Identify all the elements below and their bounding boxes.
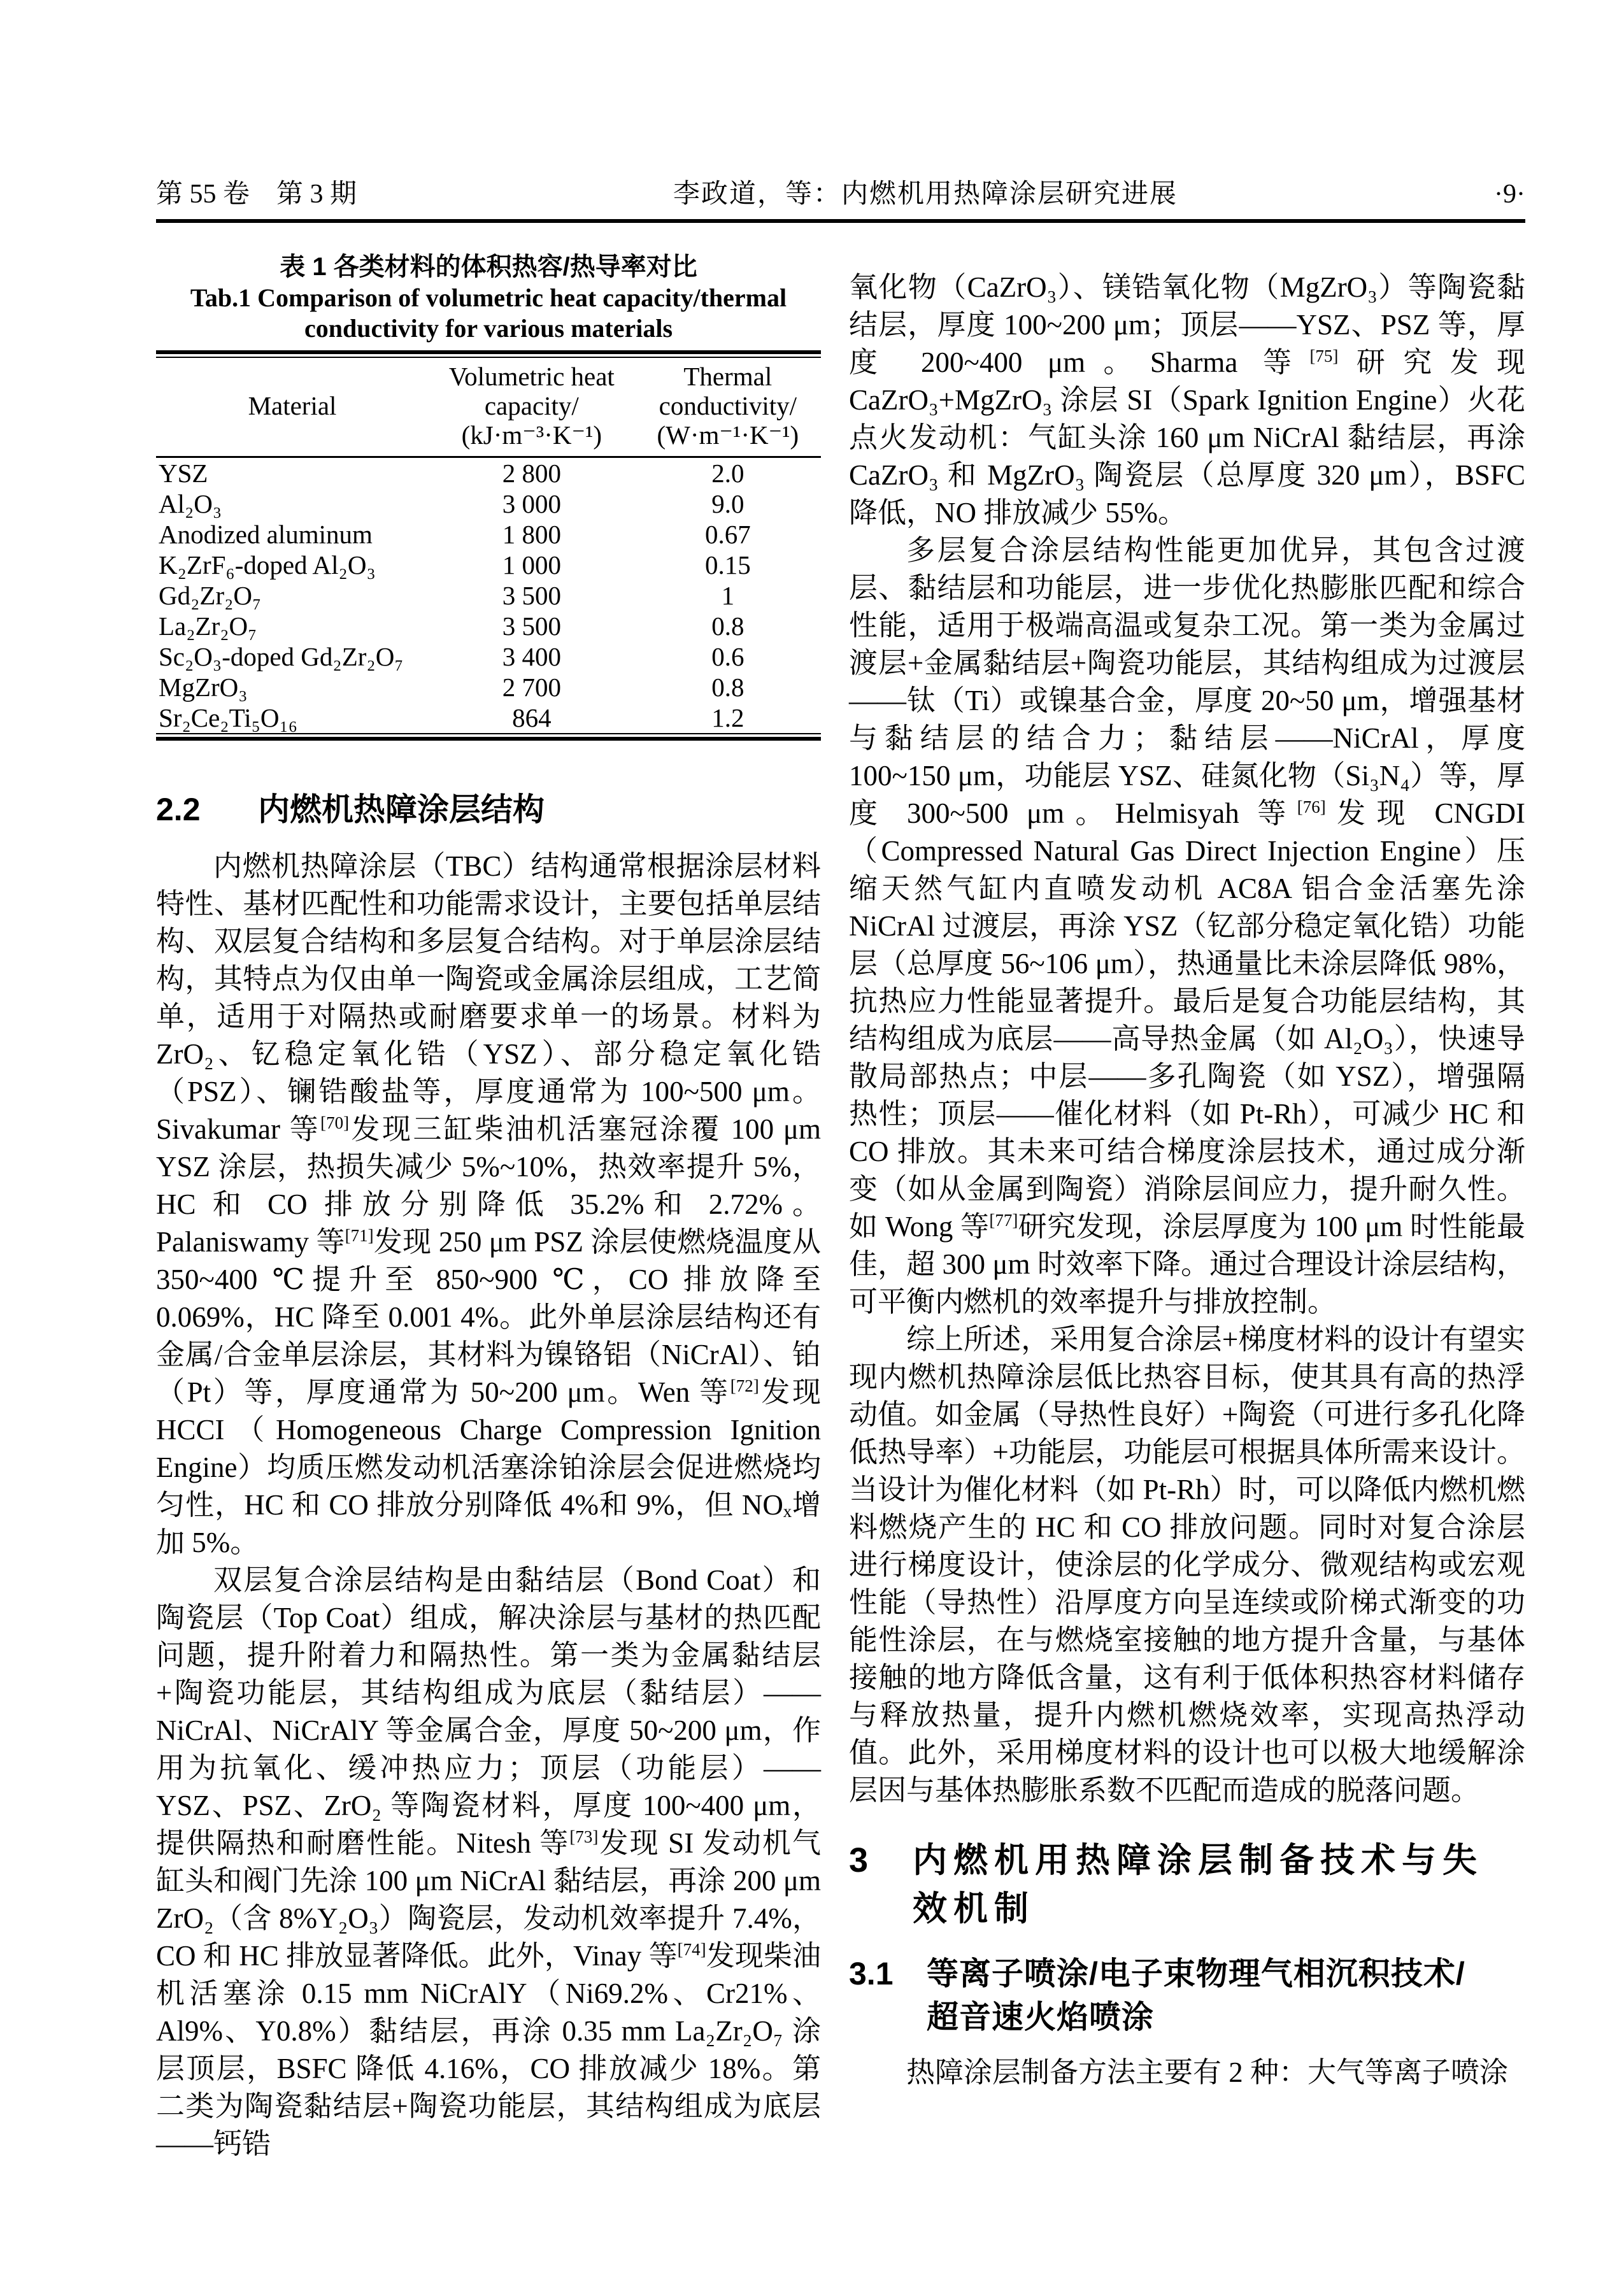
cell-capacity: 2 800: [502, 459, 561, 488]
cell-capacity: 3 500: [502, 611, 561, 641]
table-row: [156, 641, 821, 672]
cell-conductivity: 0.6: [711, 642, 744, 671]
running-title: 李政道，等：内燃机用热障涂层研究进展: [673, 180, 1178, 209]
cell-material: Sr₂Ce₂Ti₅O₁₆: [159, 703, 298, 732]
table-row: [156, 611, 821, 641]
table-row: [156, 580, 821, 611]
two-column-body: [156, 251, 1525, 2163]
cell-capacity: 2 700: [502, 673, 561, 702]
column-header-thermal-conductivity: Thermal conductivity/ (W·m⁻¹·K⁻¹): [635, 357, 821, 457]
cell-material: K₂ZrF₆-doped Al₂O₃: [159, 550, 376, 580]
cell-capacity: 1 000: [502, 550, 561, 580]
materials-table: [156, 357, 821, 734]
cell-material: Al₂O₃: [159, 489, 222, 518]
table-caption-en-line2: conductivity for various materials: [304, 314, 673, 343]
cell-conductivity: 0.67: [704, 520, 751, 549]
cell-conductivity: 1: [721, 581, 735, 610]
section-number: 3: [849, 1841, 869, 1879]
table-caption-en-line1: Tab.1 Comparison of volumetric heat capacity/thermal: [190, 283, 787, 312]
cell-conductivity: 2.0: [711, 459, 744, 488]
paragraph-single-layer: 内燃机热障涂层（TBC）结构通常根据涂层材料特性、基材匹配性和功能需求设计，主要包括单层结构、双层复合结构和多层复合结构。对于单层涂层结构，其特点为仅由单一陶瓷或金属涂层组成，工艺简单，适用于对隔热或耐磨要求单一的场景。材料为 ZrO₂、钇稳定氧化锆（YSZ）、部分稳定氧化锆（PSZ）、镧锆酸盐等，厚度通常为 100~500 μm。Sivakumar 等[70]发现三缸柴油机活塞冠涂覆 100 μm YSZ 涂层，热损失减少 5%~10%，热效率提升 5%，HC 和 CO 排放分别降低 35.2%和 2.72%。Palaniswamy 等[71]发现 250 μm PSZ 涂层使燃烧温度从 350~400 ℃提升至 850~900 ℃，CO 排放降至 0.069%，HC 降至 0.001 4%。此外单层涂层结构还有金属/合金单层涂层，其材料为镍铬铝（NiCrAl）、铂（Pt）等，厚度通常为 50~200 μm。Wen 等[72]发现 HCCI（Homogeneous Charge Compression Ignition Engine）均质压燃发动机活塞涂铂涂层会促进燃烧均匀性，HC 和 CO 排放分别降低 4%和 9%，但 NOₓ增加 5%。: [156, 850, 821, 1558]
section-heading-3-1: [849, 1952, 1525, 2039]
table-row: [156, 672, 821, 702]
volume-issue: 第 55 卷 第 3 期: [156, 180, 357, 209]
cell-conductivity: 1.2: [711, 703, 744, 732]
cell-material: Gd₂Zr₂O₇: [159, 581, 262, 610]
right-column: [849, 251, 1525, 2163]
cell-conductivity: 0.8: [711, 673, 744, 702]
cell-material: Sc₂O₃-doped Gd₂Zr₂O₇: [159, 642, 404, 671]
page-header: [156, 178, 1525, 210]
paragraph-double-layer: 双层复合涂层结构是由黏结层（Bond Coat）和陶瓷层（Top Coat）组成，解决涂层与基材的热匹配问题，提升附着力和隔热性。第一类为金属黏结层+陶瓷功能层，其结构组成为底层（黏结层）——NiCrAl、NiCrAlY 等金属合金，厚度 50~200 μm，作用为抗氧化、缓冲热应力；顶层（功能层）——YSZ、PSZ、ZrO₂ 等陶瓷材料，厚度 100~400 μm，提供隔热和耐磨性能。Nitesh 等[73]发现 SI 发动机气缸头和阀门先涂 100 μm NiCrAl 黏结层，再涂 200 μm ZrO₂（含 8%Y₂O₃）陶瓷层，发动机效率提升 7.4%，CO 和 HC 排放显著降低。此外，Vinay 等[74]发现柴油机活塞涂 0.15 mm NiCrAlY（Ni69.2%、Cr21%、Al9%、Y0.8%）黏结层，再涂 0.35 mm La₂Zr₂O₇ 涂层顶层，BSFC 降低 4.16%，CO 排放减少 18%。第二类为陶瓷黏结层+陶瓷功能层，其结构组成为底层——钙锆: [156, 1564, 821, 2160]
cell-capacity: 3 400: [502, 642, 561, 671]
column-header-material: Material: [156, 357, 429, 457]
column-header-heat-capacity: Volumetric heat capacity/ (kJ·m⁻³·K⁻¹): [429, 357, 635, 457]
materials-table-frame: [156, 350, 821, 741]
table-row: [156, 488, 821, 519]
paragraph-summary: 综上所述，采用复合涂层+梯度材料的设计有望实现内燃机热障涂层低比热容目标，使其具有高的热浮动值。如金属（导热性良好）+陶瓷（可进行多孔化降低热导率）+功能层，功能层可根据具体所需来设计。当设计为催化材料（如 Pt-Rh）时，可以降低内燃机燃料燃烧产生的 HC 和 CO 排放问题。同时对复合涂层进行梯度设计，使涂层的化学成分、微观结构或宏观性能（导热性）沿厚度方向呈连续或阶梯式渐变的功能性涂层，在与燃烧室接触的地方提升含量，与基体接触的地方降低含量，这有利于低体积热容材料储存与释放热量，提升内燃机燃烧效率，实现高热浮动值。此外，采用梯度材料的设计也可以极大地缓解涂层因与基体热膨胀系数不匹配而造成的脱落问题。: [849, 1323, 1525, 1806]
page-number: ·9·: [1494, 180, 1525, 209]
paragraph-preparation-methods: 热障涂层制备方法主要有 2 种：大气等离子喷涂: [906, 2056, 1509, 2088]
paragraph-multi-layer: 多层复合涂层结构性能更加优异，其包含过渡层、黏结层和功能层，进一步优化热膨胀匹配和综合性能，适用于极端高温或复杂工况。第一类为金属过渡层+金属黏结层+陶瓷功能层，其结构组成为过渡层——钛（Ti）或镍基合金，厚度 20~50 μm，增强基材与黏结层的结合力；黏结层——NiCrAl，厚度 100~150 μm，功能层 YSZ、硅氮化物（Si₃N₄）等，厚度 300~500 μm。Helmisyah 等[76]发现 CNGDI（Compressed Natural Gas Direct Injection Engine）压缩天然气缸内直喷发动机 AC8A 铝合金活塞先涂 NiCrAl 过渡层，再涂 YSZ（钇部分稳定氧化锆）功能层（总厚度 56~106 μm），热通量比未涂层降低 98%，抗热应力性能显著提升。最后是复合功能层结构，其结构组成为底层——高导热金属（如 Al₂O₃），快速导散局部热点；中层——多孔陶瓷（如 YSZ），增强隔热性；顶层——催化材料（如 Pt-Rh），可减少 HC 和 CO 排放。其未来可结合梯度涂层技术，通过成分渐变（如从金属到陶瓷）消除层间应力，提升耐久性。如 Wong 等[77]研究发现，涂层厚度为 100 μm 时性能最佳，超 300 μm 时效率下降。通过合理设计涂层结构，可平衡内燃机的效率提升与排放控制。: [849, 534, 1525, 1318]
section-number: 2.2: [156, 792, 201, 827]
cell-capacity: 3 500: [502, 581, 561, 610]
cell-conductivity: 0.8: [711, 611, 744, 641]
cell-material: Anodized aluminum: [159, 520, 373, 549]
section-number: 3.1: [849, 1956, 894, 1991]
cell-conductivity: 9.0: [711, 489, 744, 518]
section-title: 等离子喷涂/电子束物理气相沉积技术/超音速火焰喷涂: [927, 1956, 1465, 2035]
table-caption-zh: 表 1 各类材料的体积热容/热导率对比: [280, 253, 697, 281]
cell-capacity: 864: [512, 703, 552, 732]
cell-capacity: 3 000: [502, 489, 561, 518]
table-row: [156, 457, 821, 489]
cell-capacity: 1 800: [502, 520, 561, 549]
section-heading-2-2: [156, 790, 821, 829]
cell-conductivity: 0.15: [704, 550, 751, 580]
table-row: [156, 550, 821, 580]
cell-material: MgZrO₃: [159, 673, 248, 702]
section-title: 内燃机用热障涂层制备技术与失效机制: [913, 1841, 1483, 1928]
table-row: [156, 702, 821, 734]
section-heading-3: [849, 1836, 1525, 1933]
left-column: [156, 251, 821, 2163]
cell-material: La₂Zr₂O₇: [159, 611, 257, 641]
table-header-row: [156, 357, 821, 457]
paragraph-double-layer-continued: 氧化物（CaZrO₃）、镁锆氧化物（MgZrO₃）等陶瓷黏结层，厚度 100~200 μm；顶层——YSZ、PSZ 等，厚度 200~400 μm。Sharma 等[75]研究发现 CaZrO₃+MgZrO₃ 涂层 SI（Spark Ignition Engine）火花点火发动机：气缸头涂 160 μm NiCrAl 黏结层，再涂 CaZrO₃ 和 MgZrO₃ 陶瓷层（总厚度 320 μm），BSFC 降低，NO 排放减少 55%。: [849, 271, 1525, 529]
table-row: [156, 519, 821, 550]
cell-material: YSZ: [159, 459, 208, 488]
header-rule: [156, 219, 1525, 223]
section-title: 内燃机热障涂层结构: [258, 792, 545, 827]
